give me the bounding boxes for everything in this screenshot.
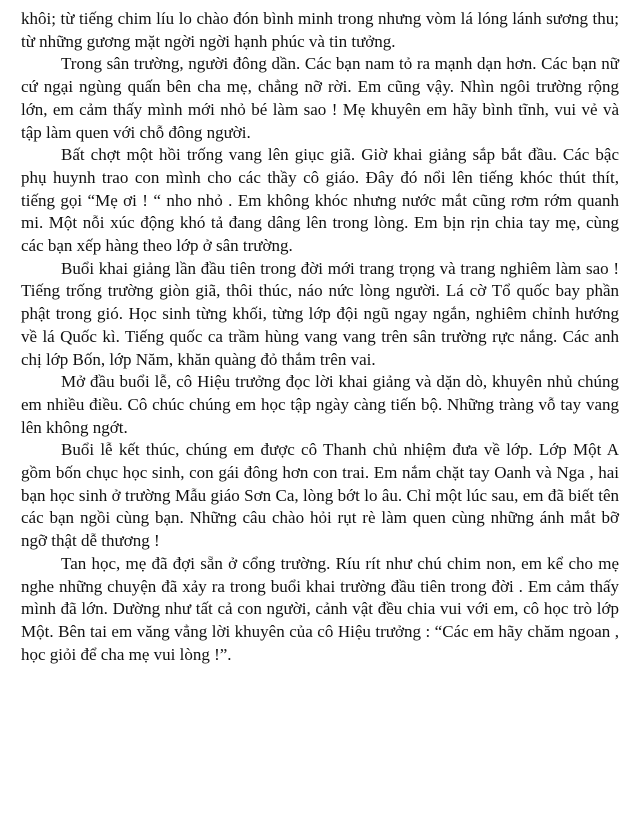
paragraph-7: Tan học, mẹ đã đợi sẵn ở cổng trường. Ríu rít như chú chim non, em kể cho mẹ nghe những chuyện đã xảy ra trong buổi khai trường đầu tiên trong đời . Em cảm thấy mình đã lớn. Dường như tất cả con người, cảnh vật đều chia vui với em, cô học trò lớp Một. Bên tai em văng vẳng lời khuyên của cô Hiệu trưởng : “Các em hãy chăm ngoan , học giỏi để cha mẹ vui lòng !”. xyxy=(21,553,619,664)
paragraph-5: Mở đầu buổi lễ, cô Hiệu trưởng đọc lời khai giảng và dặn dò, khuyên nhủ chúng em nhiều điều. Cô chúc chúng em học tập ngày càng tiến bộ. Những tràng vỗ tay vang lên không ngớt. xyxy=(21,372,619,437)
paragraph-2: Trong sân trường, người đông dần. Các bạn nam tỏ ra mạnh dạn hơn. Các bạn nữ cứ ngại ngùng quấn bên cha mẹ, chẳng nỡ rời. Em cũng vậy. Nhìn ngôi trường rộng lớn, em cảm thấy mình mới nhỏ bé làm sao ! Mẹ khuyên em hãy bình tĩnh, vui vẻ và tập làm quen với chỗ đông người. xyxy=(21,54,619,142)
paragraph-1: khôi; từ tiếng chim líu lo chào đón bình minh trong nhưng vòm lá lóng lánh sương thu; từ những gương mặt ngời ngời hạnh phúc và tin tưởng. xyxy=(21,9,619,51)
document-body xyxy=(21,8,619,666)
paragraph-4: Buổi khai giảng lần đầu tiên trong đời mới trang trọng và trang nghiêm làm sao ! Tiếng trống trường giòn giã, thôi thúc, náo nức lòng người. Lá cờ Tổ quốc bay phần phật trong gió. Học sinh từng khối, từng lớp đội ngũ ngay ngắn, nghiêm chỉnh hướng về lá Quốc kì. Tiếng quốc ca trầm hùng vang vang trên sân trường rực nắng. Các anh chị lớp Bốn, lớp Năm, khăn quàng đỏ thắm trên vai. xyxy=(21,258,619,369)
paragraph-6: Buổi lễ kết thúc, chúng em được cô Thanh chủ nhiệm đưa về lớp. Lớp Một A gồm bốn chục học sinh, con gái đông hơn con trai. Em nắm chặt tay Oanh và Nga , hai bạn học sinh ở trường Mẫu giáo Sơn Ca, lòng bớt lo âu. Chỉ một lúc sau, em đã biết tên các bạn ngồi cùng bạn. Những câu chào hỏi rụt rè làm quen cùng những ánh mắt bỡ ngỡ thật dễ thương ! xyxy=(21,440,619,551)
paragraph-3: Bất chợt một hồi trống vang lên giục giã. Giờ khai giảng sắp bắt đầu. Các bậc phụ huynh trao con mình cho các thầy cô giáo. Đây đó nổi lên tiếng khóc thút thít, tiếng gọi “Mẹ ơi ! “ nho nhỏ . Em không khóc nhưng nước mắt cũng rơm rớm quanh mi. Một nỗi xúc động khó tả đang dâng lên trong lòng. Em bịn rịn chia tay mẹ, cùng các bạn xếp hàng theo lớp ở sân trường. xyxy=(21,145,619,256)
